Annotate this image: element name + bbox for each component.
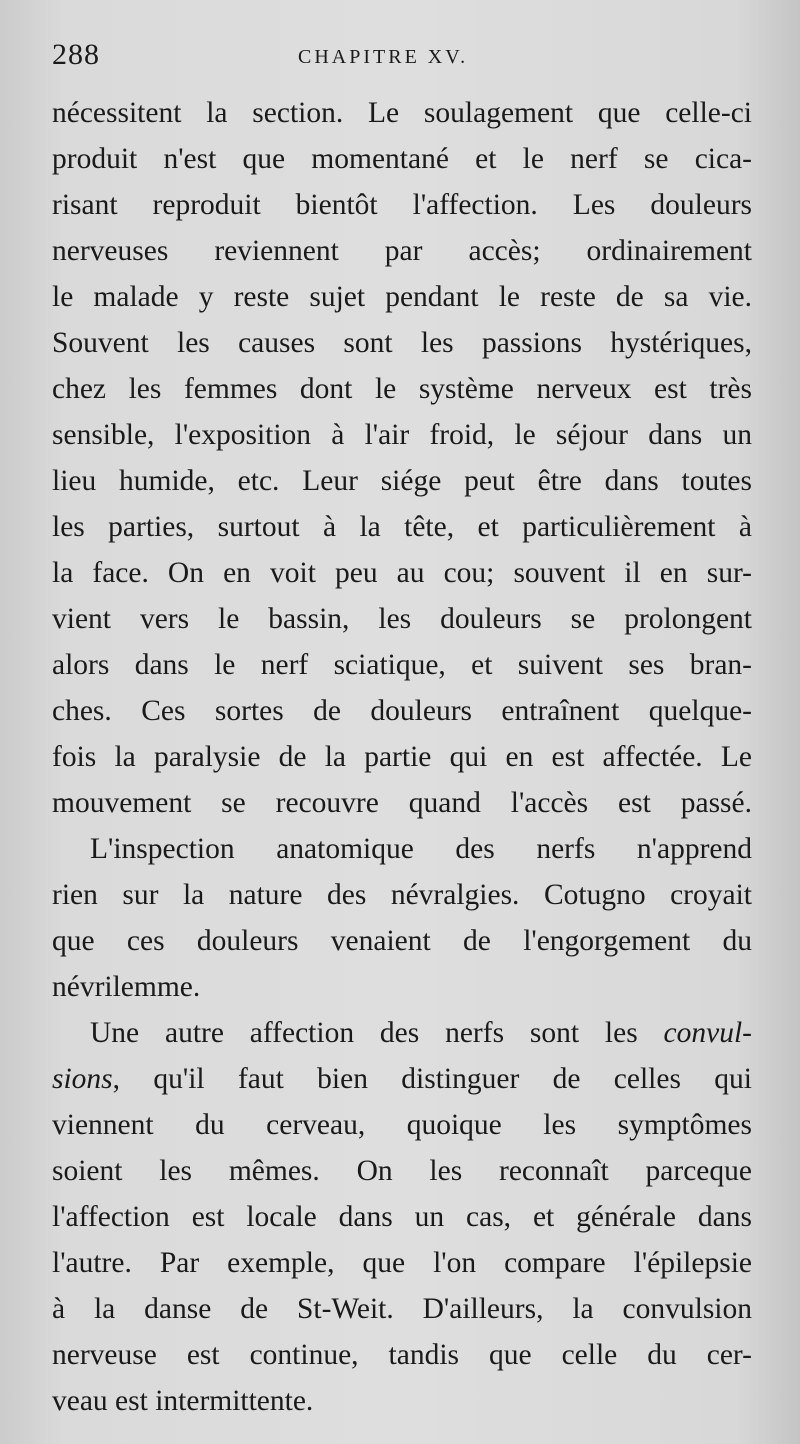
text-line: produit n'est que momentané et le nerf se cica- — [52, 143, 752, 175]
body-text — [52, 90, 752, 1424]
text-line: L'inspection anatomique des nerfs n'apprend — [90, 833, 752, 865]
italic-term: sions — [52, 1063, 113, 1095]
paragraph-3 — [52, 1010, 752, 1424]
page-header — [52, 38, 752, 78]
paragraph-1 — [52, 90, 752, 826]
text-line: vient vers le bassin, les douleurs se prolongent — [52, 603, 752, 635]
text-line — [52, 1056, 752, 1102]
text-line: que ces douleurs venaient de l'engorgement du — [52, 925, 752, 957]
text-line: névrilemme. — [52, 971, 201, 1003]
text-segment: Une autre affection des nerfs sont les — [90, 1017, 664, 1049]
text-line: ches. Ces sortes de douleurs entraînent quelque- — [52, 695, 752, 727]
text-segment: , qu'il faut bien distinguer de celles qui — [112, 1063, 752, 1095]
text-line: nerveuse est continue, tandis que celle du cer- — [52, 1339, 752, 1371]
text-line: rien sur la nature des névralgies. Cotugno croyait — [52, 879, 752, 911]
text-line: veau est intermittente. — [52, 1385, 314, 1417]
text-line: le malade y reste sujet pendant le reste de sa vie. — [52, 281, 752, 313]
italic-term: convul- — [663, 1017, 752, 1049]
text-line: fois la paralysie de la partie qui en est affectée. Le — [52, 741, 752, 773]
text-line: l'autre. Par exemple, que l'on compare l'épilepsie — [52, 1247, 752, 1279]
text-line: à la danse de St-Weit. D'ailleurs, la convulsion — [52, 1293, 752, 1325]
paragraph-2 — [52, 826, 752, 1010]
text-line: lieu humide, etc. Leur siége peut être dans toutes — [52, 465, 752, 497]
text-line: les parties, surtout à la tête, et particulièrement à — [52, 511, 752, 543]
text-line: soient les mêmes. On les reconnaît parceque — [52, 1155, 752, 1187]
text-line: l'affection est locale dans un cas, et générale dans — [52, 1201, 752, 1233]
text-line: chez les femmes dont le système nerveux est très — [52, 373, 752, 405]
text-line: alors dans le nerf sciatique, et suivent ses bran- — [52, 649, 752, 681]
text-line: sensible, l'exposition à l'air froid, le séjour dans un — [52, 419, 752, 451]
text-line: nerveuses reviennent par accès; ordinairement — [52, 235, 752, 267]
page-number: 288 — [52, 38, 100, 71]
text-line: la face. On en voit peu au cou; souvent il en sur- — [52, 557, 752, 589]
text-line — [52, 1010, 752, 1056]
text-line: mouvement se recouvre quand l'accès est passé. — [52, 787, 752, 819]
text-line: Souvent les causes sont les passions hystériques, — [52, 327, 752, 359]
text-line: viennent du cerveau, quoique les symptômes — [52, 1109, 752, 1141]
running-head: CHAPITRE XV. — [298, 46, 469, 68]
text-line: risant reproduit bientôt l'affection. Les douleurs — [52, 189, 752, 221]
text-line: nécessitent la section. Le soulagement que celle-ci — [52, 97, 752, 129]
